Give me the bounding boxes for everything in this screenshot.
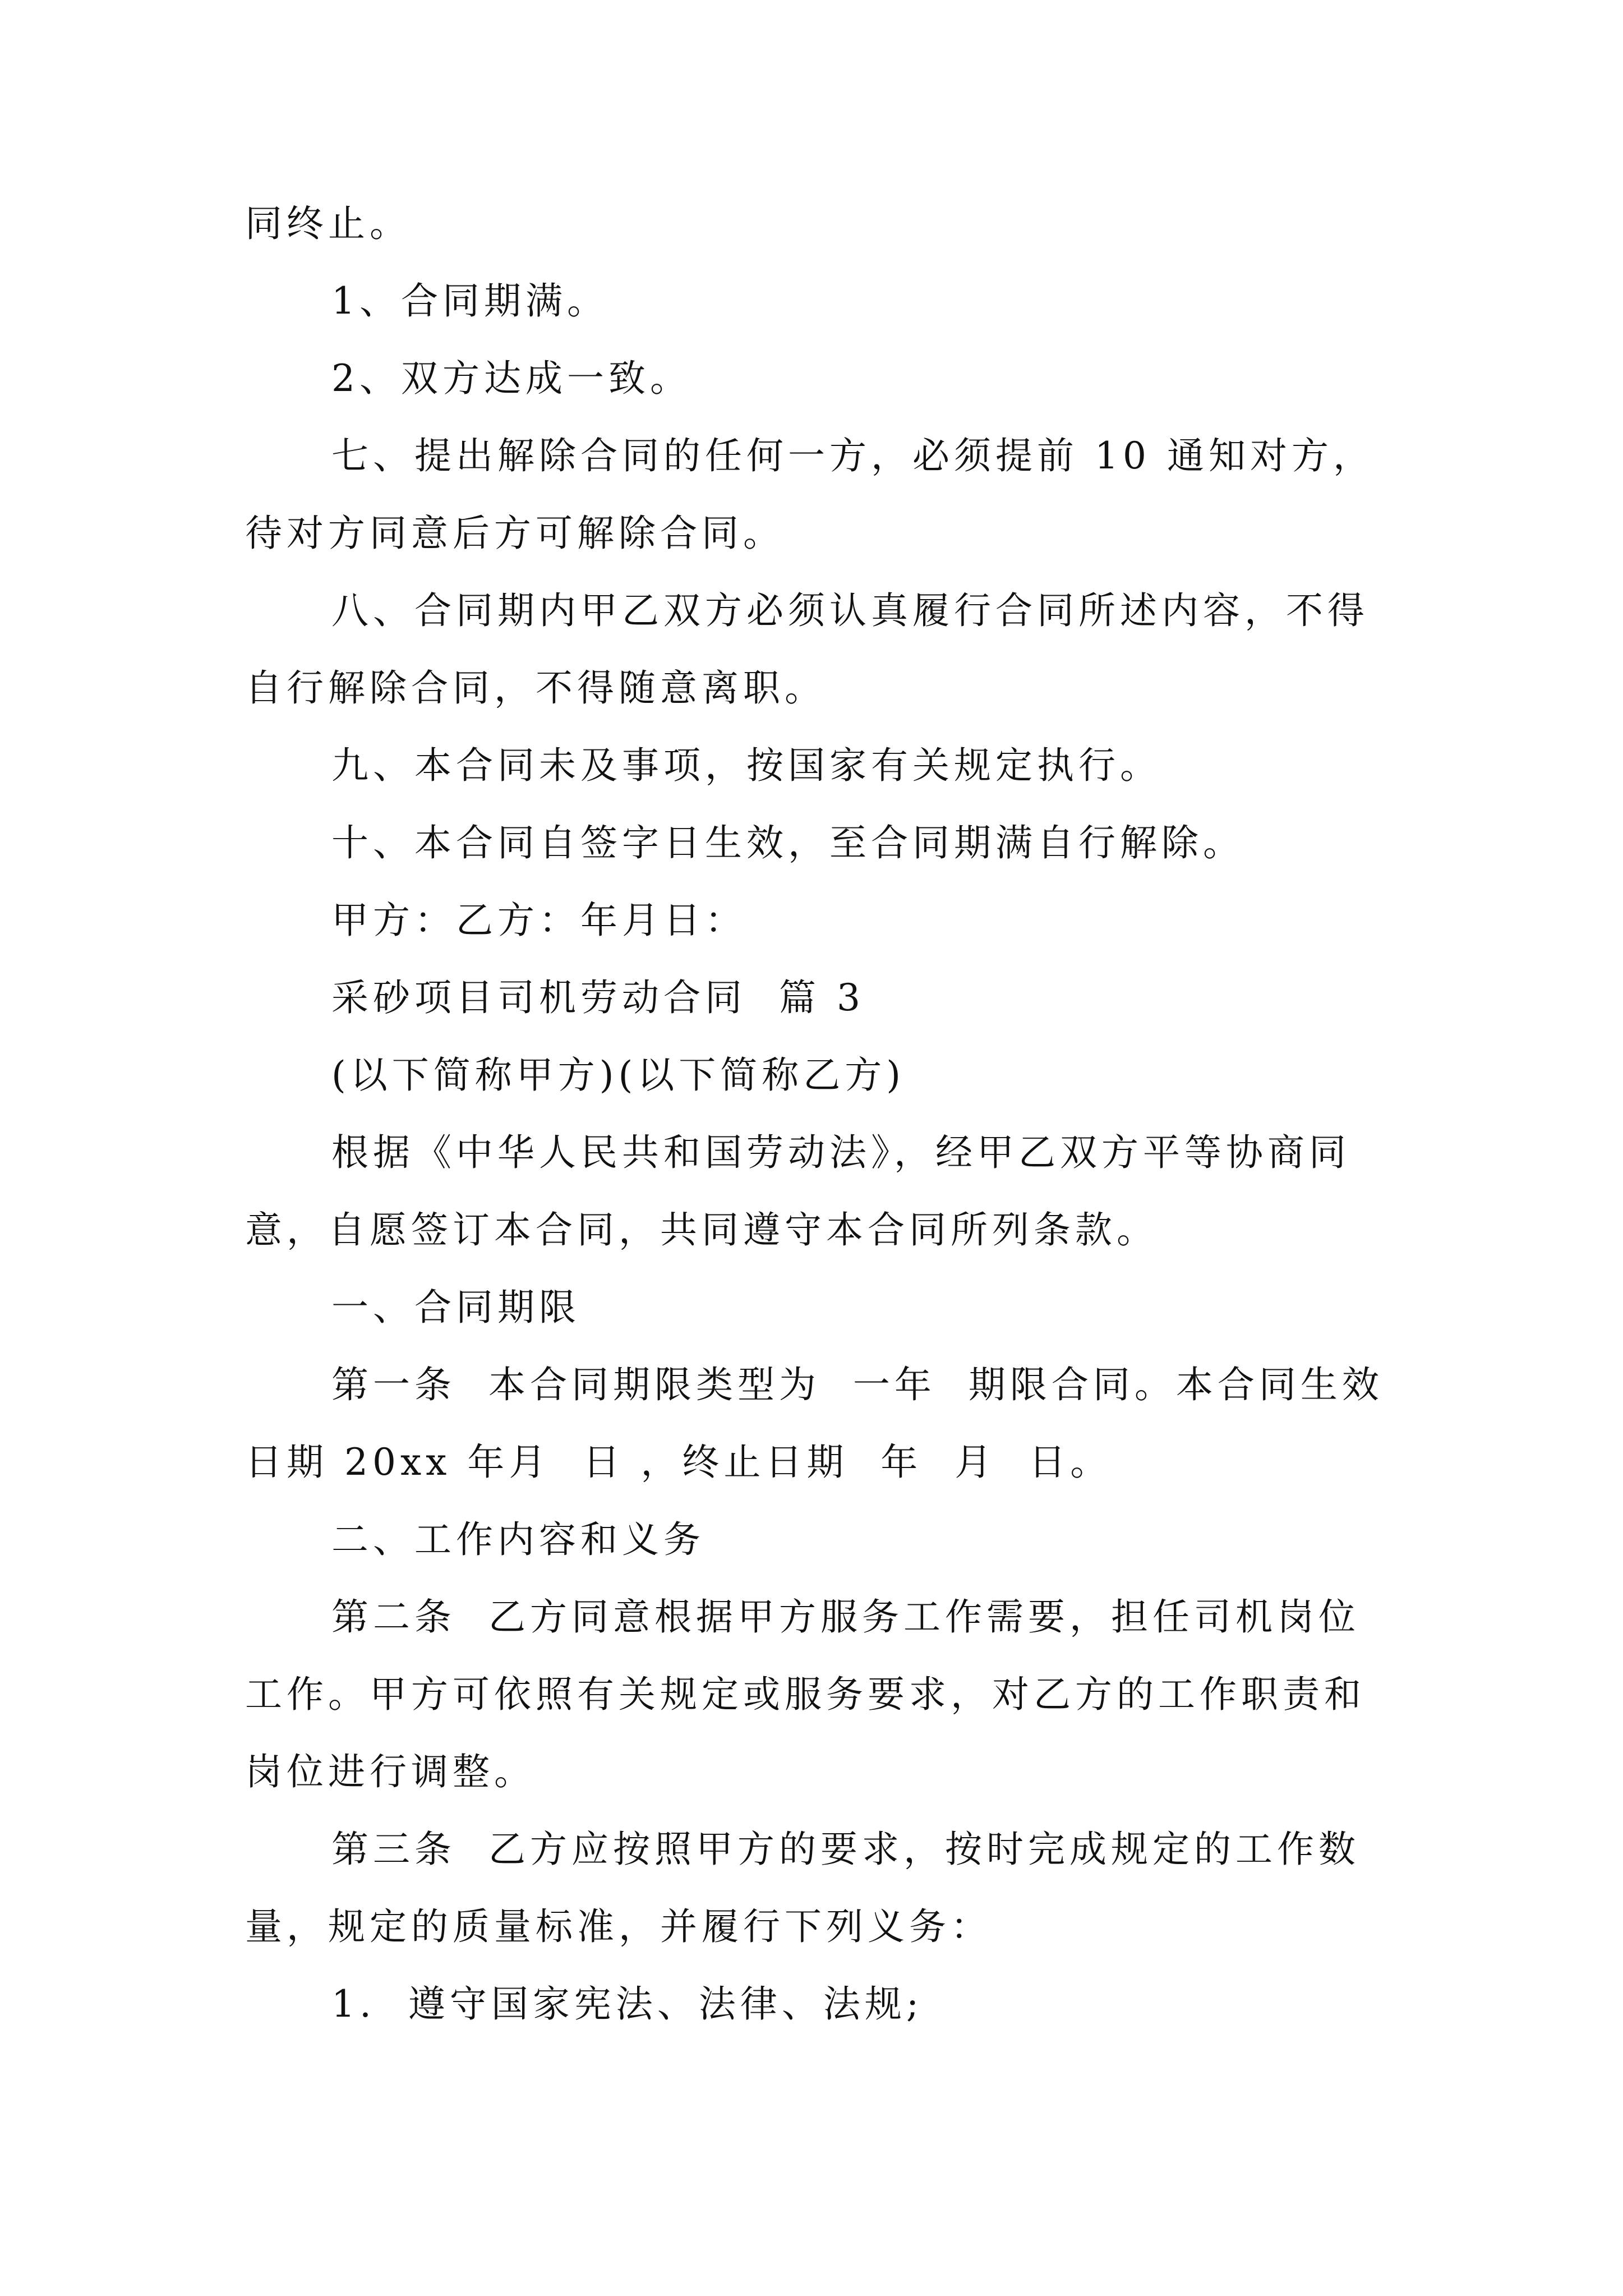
paragraph-clause-10: 十、本合同自签字日生效，至合同期满自行解除。: [331, 821, 1244, 864]
paragraph-article-2: 第二条 乙方同意根据甲方服务工作需要，担任司机岗位工作。甲方可依照有关规定或服务要求，对乙方的工作职责和岗位进行调整。: [245, 1595, 1366, 1793]
document-body: [245, 185, 1389, 2043]
paragraph-obligation-1: 1. 遵守国家宪法、法律、法规;: [331, 1982, 924, 2026]
signature-line: 甲方：乙方：年月日：: [331, 899, 746, 942]
paragraph-article-1: 第一条 本合同期限类型为 一年 期限合同。本合同生效日期 20xx 年月 日 ，终止日期 年 月 日。: [245, 1363, 1384, 1484]
paragraph-item-1: 1、合同期满。: [331, 279, 608, 323]
paragraph-clause-8: 八、合同期内甲乙双方必须认真履行合同所述内容，不得自行解除合同，不得随意离职。: [245, 589, 1369, 710]
section-title: 采砂项目司机劳动合同 篇 3: [331, 976, 865, 1019]
paragraph-clause-9: 九、本合同未及事项，按国家有关规定执行。: [331, 744, 1161, 787]
paragraph-article-3: 第三条 乙方应按照甲方的要求，按时完成规定的工作数量，规定的质量标准，并履行下列义务：: [245, 1828, 1360, 1948]
paragraph-item-2: 2、双方达成一致。: [331, 357, 691, 400]
heading-work-content: 二、工作内容和义务: [331, 1518, 705, 1561]
paragraph-clause-7: 七、提出解除合同的任何一方，必须提前 10 通知对方，待对方同意后方可解除合同。: [245, 434, 1375, 555]
heading-contract-term: 一、合同期限: [331, 1286, 580, 1329]
party-definitions: (以下简称甲方)(以下简称乙方): [331, 1053, 905, 1097]
paragraph-contract-termination-end: 同终止。: [245, 202, 411, 245]
paragraph-preamble: 根据《中华人民共和国劳动法》，经甲乙双方平等协商同意，自愿签订本合同，共同遵守本合同所列条款。: [245, 1131, 1350, 1251]
